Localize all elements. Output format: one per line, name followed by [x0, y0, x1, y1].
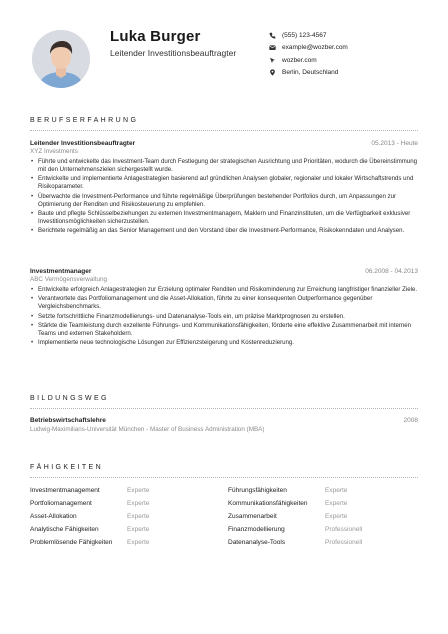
candidate-title: Leitender Investitionsbeauftragter	[110, 48, 237, 58]
profile-photo	[32, 30, 90, 88]
skill-name: Kommunikationsfähigkeiten	[228, 500, 308, 507]
education-school: Ludwig-Maximilians-Universität München - Master of Business Administration (MBA)	[30, 426, 265, 433]
section-title-skills: FÄHIGKEITEN	[30, 464, 104, 471]
link-icon	[268, 56, 277, 65]
contact-location-text: Berlin, Deutschland	[282, 69, 339, 77]
contact-email[interactable]	[268, 42, 348, 55]
skill-name: Portfoliomanagement	[30, 500, 92, 507]
section-title-experience: BERUFSERFAHRUNG	[30, 117, 139, 124]
skill-item	[228, 539, 363, 546]
skill-item	[30, 526, 150, 533]
list-item: • Setzte fortschrittliche Finanzmodellierungs- und Datenanalyse-Tools ein, um präzise Marktprognosen zu erstellen.	[30, 313, 418, 321]
skill-item	[228, 487, 348, 494]
skill-level: Experte	[127, 513, 150, 520]
avatar	[32, 30, 90, 88]
contact-email-text: example@wozber.com	[282, 44, 348, 52]
skill-level: Professionell	[325, 539, 363, 546]
education-degree: Betriebswirtschaftslehre	[30, 417, 106, 424]
skill-item	[228, 500, 348, 507]
location-pin-icon	[268, 68, 277, 77]
skill-name: Zusammenarbeit	[228, 513, 277, 520]
skill-item	[228, 513, 348, 520]
skill-level: Experte	[127, 526, 150, 533]
skill-name: Asset-Allokation	[30, 513, 77, 520]
contact-phone	[268, 29, 348, 42]
skill-level: Professionell	[325, 526, 363, 533]
list-item: • Verantwortete das Portfoliomanagement und die Asset-Allokation, führte zu einer konsequenten Outperformance gegenüber Vergleichsbenchmarks.	[30, 295, 418, 311]
skill-item	[30, 487, 150, 494]
list-item: • Entwickelte erfolgreich Anlagestrategien zur Erzielung optimaler Renditen und Risikominderung zur Erreichung langfristiger finanzieller Ziele.	[30, 286, 418, 294]
resume-header	[0, 0, 448, 100]
skill-item	[228, 526, 363, 533]
section-divider	[30, 477, 418, 478]
skill-name: Investmentmanagement	[30, 487, 100, 494]
education-year: 2008	[403, 417, 418, 424]
list-item: • Implementierte neue technologische Lösungen zur Effizienzsteigerung und Kostenreduzierung.	[30, 339, 418, 347]
skill-level: Experte	[325, 487, 348, 494]
list-item: • Überwachte die Investment-Performance und führte regelmäßige Überprüfungen bestehender Portfolios durch, um Anpassungen zur Optimierung der Renditen und Risikosteuerung zu empfehlen.	[30, 193, 418, 209]
skill-level: Experte	[127, 539, 150, 546]
section-divider	[30, 408, 418, 409]
candidate-name: Luka Burger	[110, 28, 201, 45]
contact-location	[268, 67, 348, 80]
list-item: • Entwickelte und implementierte Anlagestrategien basierend auf gründlichen Analysen globaler, regionaler und lokaler Wirtschaftstrends und Risikoparameter.	[30, 175, 418, 191]
skill-item	[30, 539, 150, 546]
contact-website-text: wozber.com	[282, 56, 317, 64]
job-company: XYZ Investments	[30, 148, 78, 155]
skill-name: Datenanalyse-Tools	[228, 539, 286, 546]
experience-entry	[30, 140, 418, 237]
education-entry	[30, 417, 418, 433]
skill-level: Experte	[325, 513, 348, 520]
contact-phone-text: (555) 123-4567	[282, 31, 327, 39]
list-item: • Führte und entwickelte das Investment-Team durch Festlegung der strategischen Ausrichtung und Prioritäten, wodurch die Übereinstimmung mit den Unternehmenszielen sichergestellt wurde.	[30, 158, 418, 174]
mail-icon	[268, 43, 277, 52]
section-title-education: BILDUNGSWEG	[30, 395, 109, 402]
skill-name: Problemlösende Fähigkeiten	[30, 539, 113, 546]
list-item: • Berichtete regelmäßig an das Senior Management und den Vorstand über die Investment-Performance, Risikokenndaten und Analysen.	[30, 227, 418, 235]
job-dates: 05.2013 - Heute	[371, 140, 418, 147]
experience-entry	[30, 268, 418, 349]
job-role: Leitender Investitionsbeauftragter	[30, 140, 136, 147]
skill-name: Finanzmodellierung	[228, 526, 285, 533]
skill-level: Experte	[325, 500, 348, 507]
contact-website[interactable]	[268, 54, 348, 67]
phone-icon	[268, 31, 277, 40]
list-item: • Baute und pflegte Schlüsselbeziehungen zu externen Investmentmanagern, Maklern und Finanzinstituten, um die Verfügbarkeit exklusiver Investitionsmöglichkeiten sicherzustellen.	[30, 210, 418, 226]
job-bullets	[30, 286, 418, 347]
job-company: ABC Vermögensverwaltung	[30, 276, 108, 283]
skill-name: Führungsfähigkeiten	[228, 487, 287, 494]
skill-item	[30, 513, 150, 520]
skill-level: Experte	[127, 500, 150, 507]
job-role: Investmentmanager	[30, 268, 92, 275]
contact-list	[268, 29, 348, 79]
skill-name: Analytische Fähigkeiten	[30, 526, 99, 533]
skill-level: Experte	[127, 487, 150, 494]
list-item: • Stärkte die Teamleistung durch exzellente Führungs- und Kommunikationsfähigkeiten, förderte eine effektive Zusammenarbeit mit internen Teams und externen Stakeholdern.	[30, 322, 418, 338]
skill-item	[30, 500, 150, 507]
job-bullets	[30, 158, 418, 235]
section-divider	[30, 130, 418, 131]
job-dates: 06.2008 - 04.2013	[365, 268, 418, 275]
